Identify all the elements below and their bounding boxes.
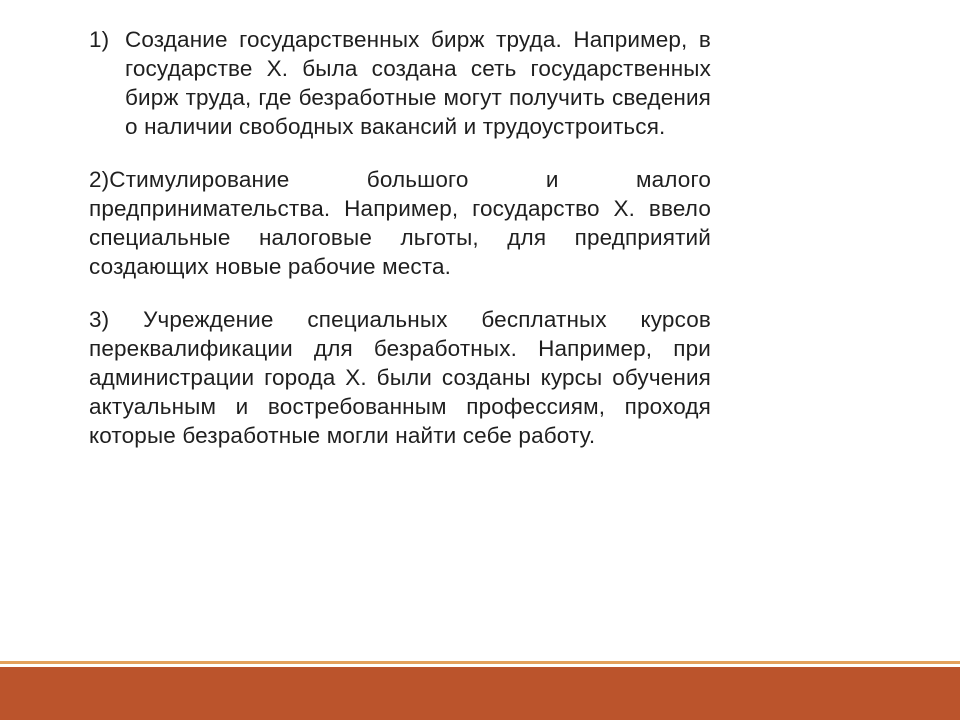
item-1-number: 1) bbox=[89, 27, 110, 52]
slide-content bbox=[89, 25, 711, 450]
paragraph-item-1 bbox=[89, 25, 711, 141]
footer-accent-line bbox=[0, 661, 960, 664]
item-1-text: Создание государственных бирж труда. Например, в государстве Х. была создана сеть государственных бирж труда, где безработные могут получить сведения о наличии свободных вакансий и трудоустроиться. bbox=[125, 27, 711, 139]
paragraph-item-2: 2)Стимулирование большого и малого предпринимательства. Например, государство Х. ввело специальные налоговые льготы, для предприятий создающих новые рабочие места. bbox=[89, 167, 711, 279]
paragraph-item-3: 3) Учреждение специальных бесплатных курсов переквалификации для безработных. Например, при администрации города Х. были созданы курсы обучения актуальным и востребованным профессиям, проходя которые безработные могли найти себе работу. bbox=[89, 307, 711, 448]
footer-band bbox=[0, 667, 960, 720]
